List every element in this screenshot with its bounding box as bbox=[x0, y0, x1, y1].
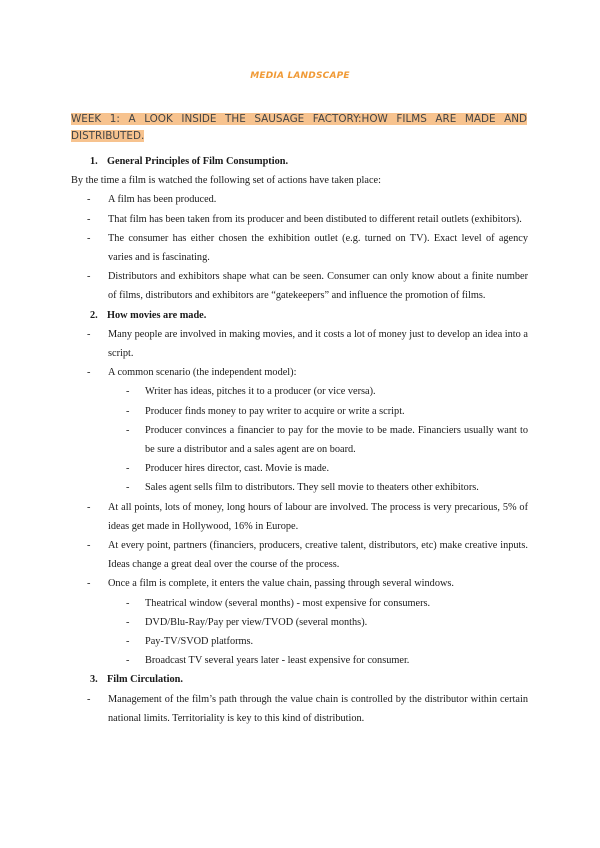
bullet-dash: - bbox=[87, 367, 91, 379]
sub-list-item-text: Theatrical window (several months) - most expensive for consumers. bbox=[145, 597, 431, 609]
sub-list-item bbox=[71, 402, 528, 421]
list-item bbox=[71, 190, 528, 209]
sub-list-item bbox=[71, 459, 528, 478]
bullet-dash: - bbox=[126, 386, 130, 398]
bullet-dash: - bbox=[126, 405, 130, 417]
bullet-dash: - bbox=[87, 501, 91, 513]
list-item bbox=[71, 363, 528, 382]
week-heading-text: WEEK 1: A LOOK INSIDE THE SAUSAGE FACTORY:HOW FILMS ARE MADE AND DISTRIBUTED. bbox=[71, 113, 527, 142]
sub-list-item bbox=[71, 651, 528, 670]
sub-list-item bbox=[71, 632, 528, 651]
bullet-dash: - bbox=[87, 213, 91, 225]
list-item-text: Distributors and exhibitors shape what can be seen. Consumer can only know about a finite number of films, distributors and exhibitors are “gatekeepers” and influence the promotion of films. bbox=[108, 271, 528, 302]
list-item bbox=[71, 498, 528, 536]
list-item bbox=[71, 536, 528, 574]
bullet-dash: - bbox=[126, 463, 130, 475]
paragraph: By the time a film is watched the following set of actions have taken place: bbox=[71, 175, 381, 187]
sub-list-item bbox=[71, 382, 528, 401]
sub-list-item-text: Producer convinces a financier to pay for the movie to be made. Financiers usually want to be sure a distributor and a sales agent are on board. bbox=[145, 424, 528, 456]
section-title: General Principles of Film Consumption. bbox=[107, 156, 289, 167]
list-item-text: A common scenario (the independent model): bbox=[108, 367, 297, 379]
week-heading bbox=[71, 111, 527, 145]
section-heading bbox=[71, 670, 528, 689]
sub-list-item-text: Producer finds money to pay writer to acquire or write a script. bbox=[145, 405, 405, 417]
list-item-text: A film has been produced. bbox=[108, 194, 217, 206]
list-item-text: At every point, partners (financiers, producers, creative talent, distributors, etc) make creative inputs. Ideas change a great deal over the course of the process. bbox=[108, 540, 528, 571]
section-heading bbox=[71, 306, 528, 325]
bullet-dash: - bbox=[87, 232, 91, 244]
section-number: 3. bbox=[90, 674, 98, 686]
document-body bbox=[71, 152, 528, 728]
list-item bbox=[71, 690, 528, 728]
bullet-dash: - bbox=[126, 655, 130, 667]
bullet-dash: - bbox=[87, 693, 91, 705]
sub-list-item-text: Sales agent sells film to distributors. They sell movie to theaters other exhibitors. bbox=[145, 482, 479, 494]
list-item bbox=[71, 229, 528, 267]
bullet-dash: - bbox=[87, 328, 91, 340]
sub-list-item bbox=[71, 594, 528, 613]
bullet-dash: - bbox=[126, 616, 130, 628]
sub-list-item-text: Broadcast TV several years later - least expensive for consumer. bbox=[145, 655, 410, 667]
section-title: Film Circulation. bbox=[107, 674, 183, 686]
document-title: MEDIA LANDSCAPE bbox=[250, 71, 350, 81]
sub-list-item-text: DVD/Blu-Ray/Pay per view/TVOD (several months). bbox=[145, 616, 368, 628]
bullet-dash: - bbox=[87, 540, 91, 552]
sub-list-item-text: Producer hires director, cast. Movie is made. bbox=[145, 463, 330, 475]
list-item bbox=[71, 267, 528, 305]
list-item bbox=[71, 210, 528, 229]
sub-list-item bbox=[71, 421, 528, 459]
section-heading bbox=[71, 152, 528, 171]
sub-list-item bbox=[71, 613, 528, 632]
bullet-dash: - bbox=[126, 424, 130, 436]
list-item bbox=[71, 574, 528, 593]
section-title: How movies are made. bbox=[107, 309, 207, 321]
list-item bbox=[71, 325, 528, 363]
list-item-text: The consumer has either chosen the exhibition outlet (e.g. turned on TV). Exact level of agency varies and is fascinating. bbox=[108, 232, 528, 264]
bullet-dash: - bbox=[87, 271, 91, 283]
list-item-text: Once a film is complete, it enters the value chain, passing through several windows. bbox=[108, 578, 454, 590]
sub-list-item-text: Pay-TV/SVOD platforms. bbox=[145, 636, 254, 648]
bullet-dash: - bbox=[126, 597, 130, 609]
bullet-dash: - bbox=[87, 578, 91, 590]
bullet-dash: - bbox=[126, 482, 130, 494]
section-number: 2. bbox=[90, 309, 98, 321]
list-item-text: At all points, lots of money, long hours of labour are involved. The process is very precarious, 5% of ideas get made in Hollywood, 16% in Europe. bbox=[108, 501, 528, 532]
list-item-text: Management of the film’s path through the value chain is controlled by the distributor within certain national limits. Territoriality is key to this kind of distribution. bbox=[108, 693, 528, 724]
sub-list-item-text: Writer has ideas, pitches it to a producer (or vice versa). bbox=[145, 386, 376, 398]
list-item-text: Many people are involved in making movies, and it costs a lot of money just to develop an idea into a script. bbox=[108, 328, 528, 360]
bullet-dash: - bbox=[87, 194, 91, 206]
list-item-text: That film has been taken from its producer and been distibuted to different retail outlets (exhibitors). bbox=[108, 213, 522, 225]
section-number: 1. bbox=[90, 156, 98, 167]
sub-list-item bbox=[71, 478, 528, 497]
bullet-dash: - bbox=[126, 636, 130, 648]
